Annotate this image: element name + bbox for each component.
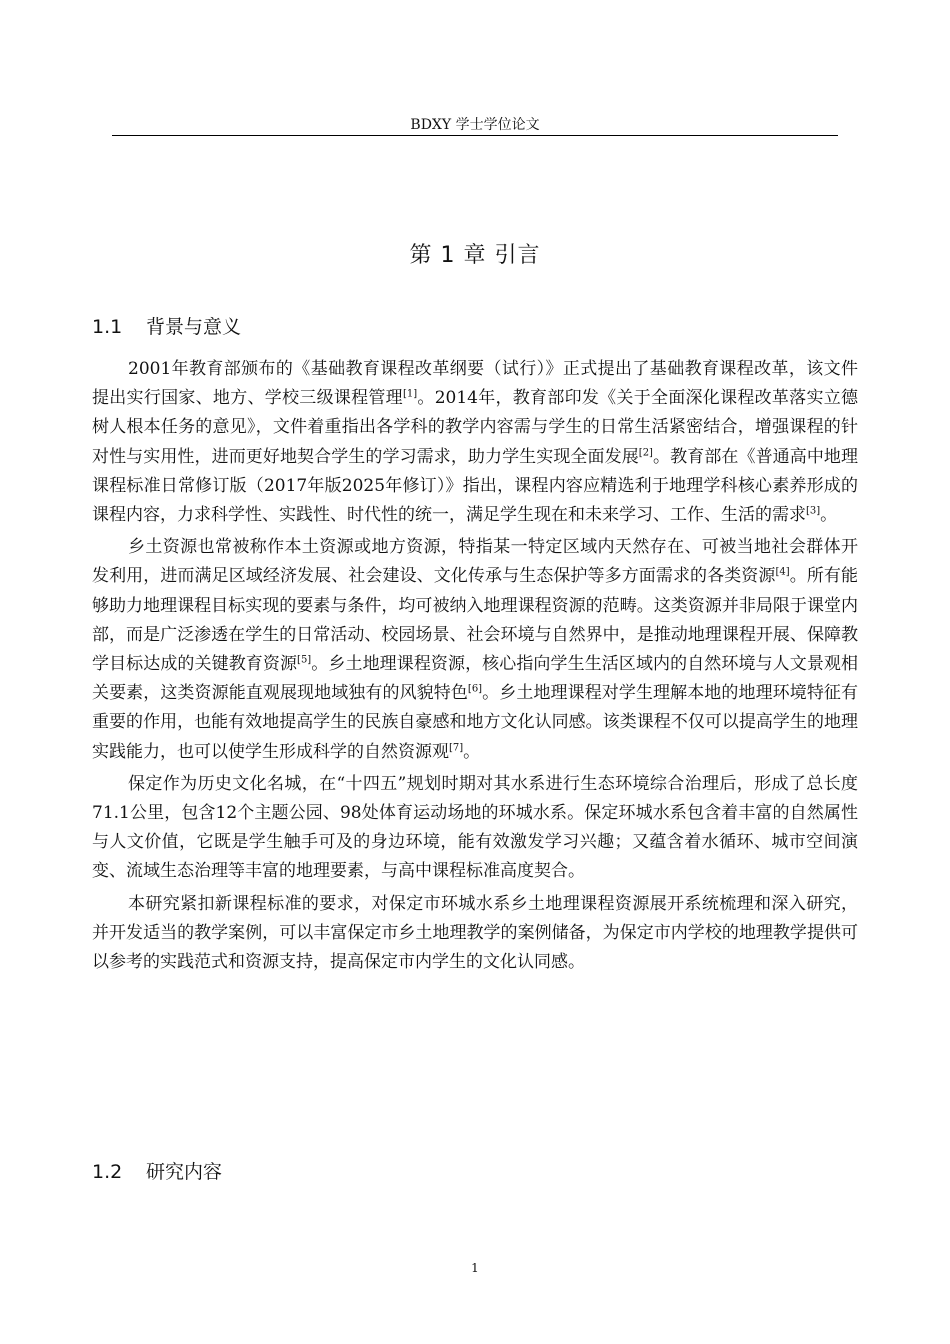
paragraph [92,533,858,767]
section-heading-1-2 [92,1159,222,1185]
paragraph-text: 2001年教育部颁布的《基础教育课程改革纲要（试行）》正式提出了基础教育课程改革，该文件提出实行国家、地方、学校三级课程管理 [92,359,858,409]
paragraph [92,770,858,887]
paragraph-text: 。乡土地理课程资源，核心指向学生生活区域内的自然环境与人文景观相关要素，这类资源能直观展现地域独有的风貌特色 [92,654,859,704]
citation-ref: [3] [806,505,821,517]
paragraph [92,890,858,978]
citation-ref: [6] [467,683,483,695]
citation-ref: [2] [638,446,653,458]
paragraph-text: 。教育部在《普通高中地理课程标准日常修订版（2017年版2025年修订）》指出，课程内容应精选利于地理学科核心素养形成的课程内容，力求科学性、实践性、时代性的统一，满足学生现在和未来学习、工作、生活的需求 [92,446,859,526]
paragraph-text: 。2014年，教育部印发《关于全面深化课程改革落实立德树人根本任务的意见》，文件着重指出各学科的教学内容需与学生的日常生活紧密结合，增强课程的针对性与实用性，进而更好地契合学生的学习需求，助力学生实现全面发展 [92,388,859,467]
paragraph-text: 本研究紧扣新课程标准的要求，对保定市环城水系乡土地理课程资源展开系统梳理和深入研究，并开发适当的教学案例，可以丰富保定市乡土地理教学的案例储备，为保定市内学校的地理教学提供可以参考的实践范式和资源支持，提高保定市内学生的文化认同感。 [92,893,858,973]
section-number: 1.2 [92,1161,123,1183]
section-title: 研究内容 [146,1161,223,1183]
citation-ref: [7] [449,741,464,753]
paragraph-text: 。乡土地理课程对学生理解本地的地理环境特征有重要的作用，也能有效地提高学生的民族自豪感和地方文化认同感。该类课程不仅可以提高学生的地理实践能力，也可以使学生形成科学的自然资源观 [92,683,859,762]
paragraph-text: 。 [820,505,838,526]
section-body [92,355,858,980]
section-title: 背景与意义 [146,316,242,338]
paragraph-text: 乡土资源也常被称作本土资源或地方资源，特指某一特定区域内天然存在、可被当地社会群体开发利用，进而满足区域经济发展、社会建设、文化传承与生态保护等多方面需求的各类资源 [92,537,858,587]
citation-ref: [4] [775,566,790,578]
paragraph-text: 。所有能够助力地理课程目标实现的要素与条件，均可被纳入地理课程资源的范畴。这类资源并非局限于课堂内部，而是广泛渗透在学生的日常活动、校园场景、社会环境与自然界中，是推动地理课程开展、保障教学目标达成的关键教育资源 [92,566,859,675]
section-number: 1.1 [92,316,123,338]
paragraph-text: 。 [463,741,481,762]
chapter-title: 第 1 章 引言 [409,243,541,268]
citation-ref: [5] [297,654,312,666]
header-rule [112,135,838,136]
citation-ref: [1] [402,388,418,400]
page-number: 1 [471,1261,479,1275]
section-heading-1-1 [92,314,241,340]
paragraph [92,355,858,530]
paragraph-text: 保定作为历史文化名城，在“十四五”规划时期对其水系进行生态环境综合治理后，形成了总长度71.1公里，包含12个主题公园、98处体育运动场地的环城水系。保定环城水系包含着丰富的自然属性与人文价值，它既是学生触手可及的身边环境，能有效激发学习兴趣；又蕴含着水循环、城市空间演变、流域生态治理等丰富的地理要素，与高中课程标准高度契合。 [92,773,858,882]
running-header: BDXY 学士学位论文 [410,117,540,133]
